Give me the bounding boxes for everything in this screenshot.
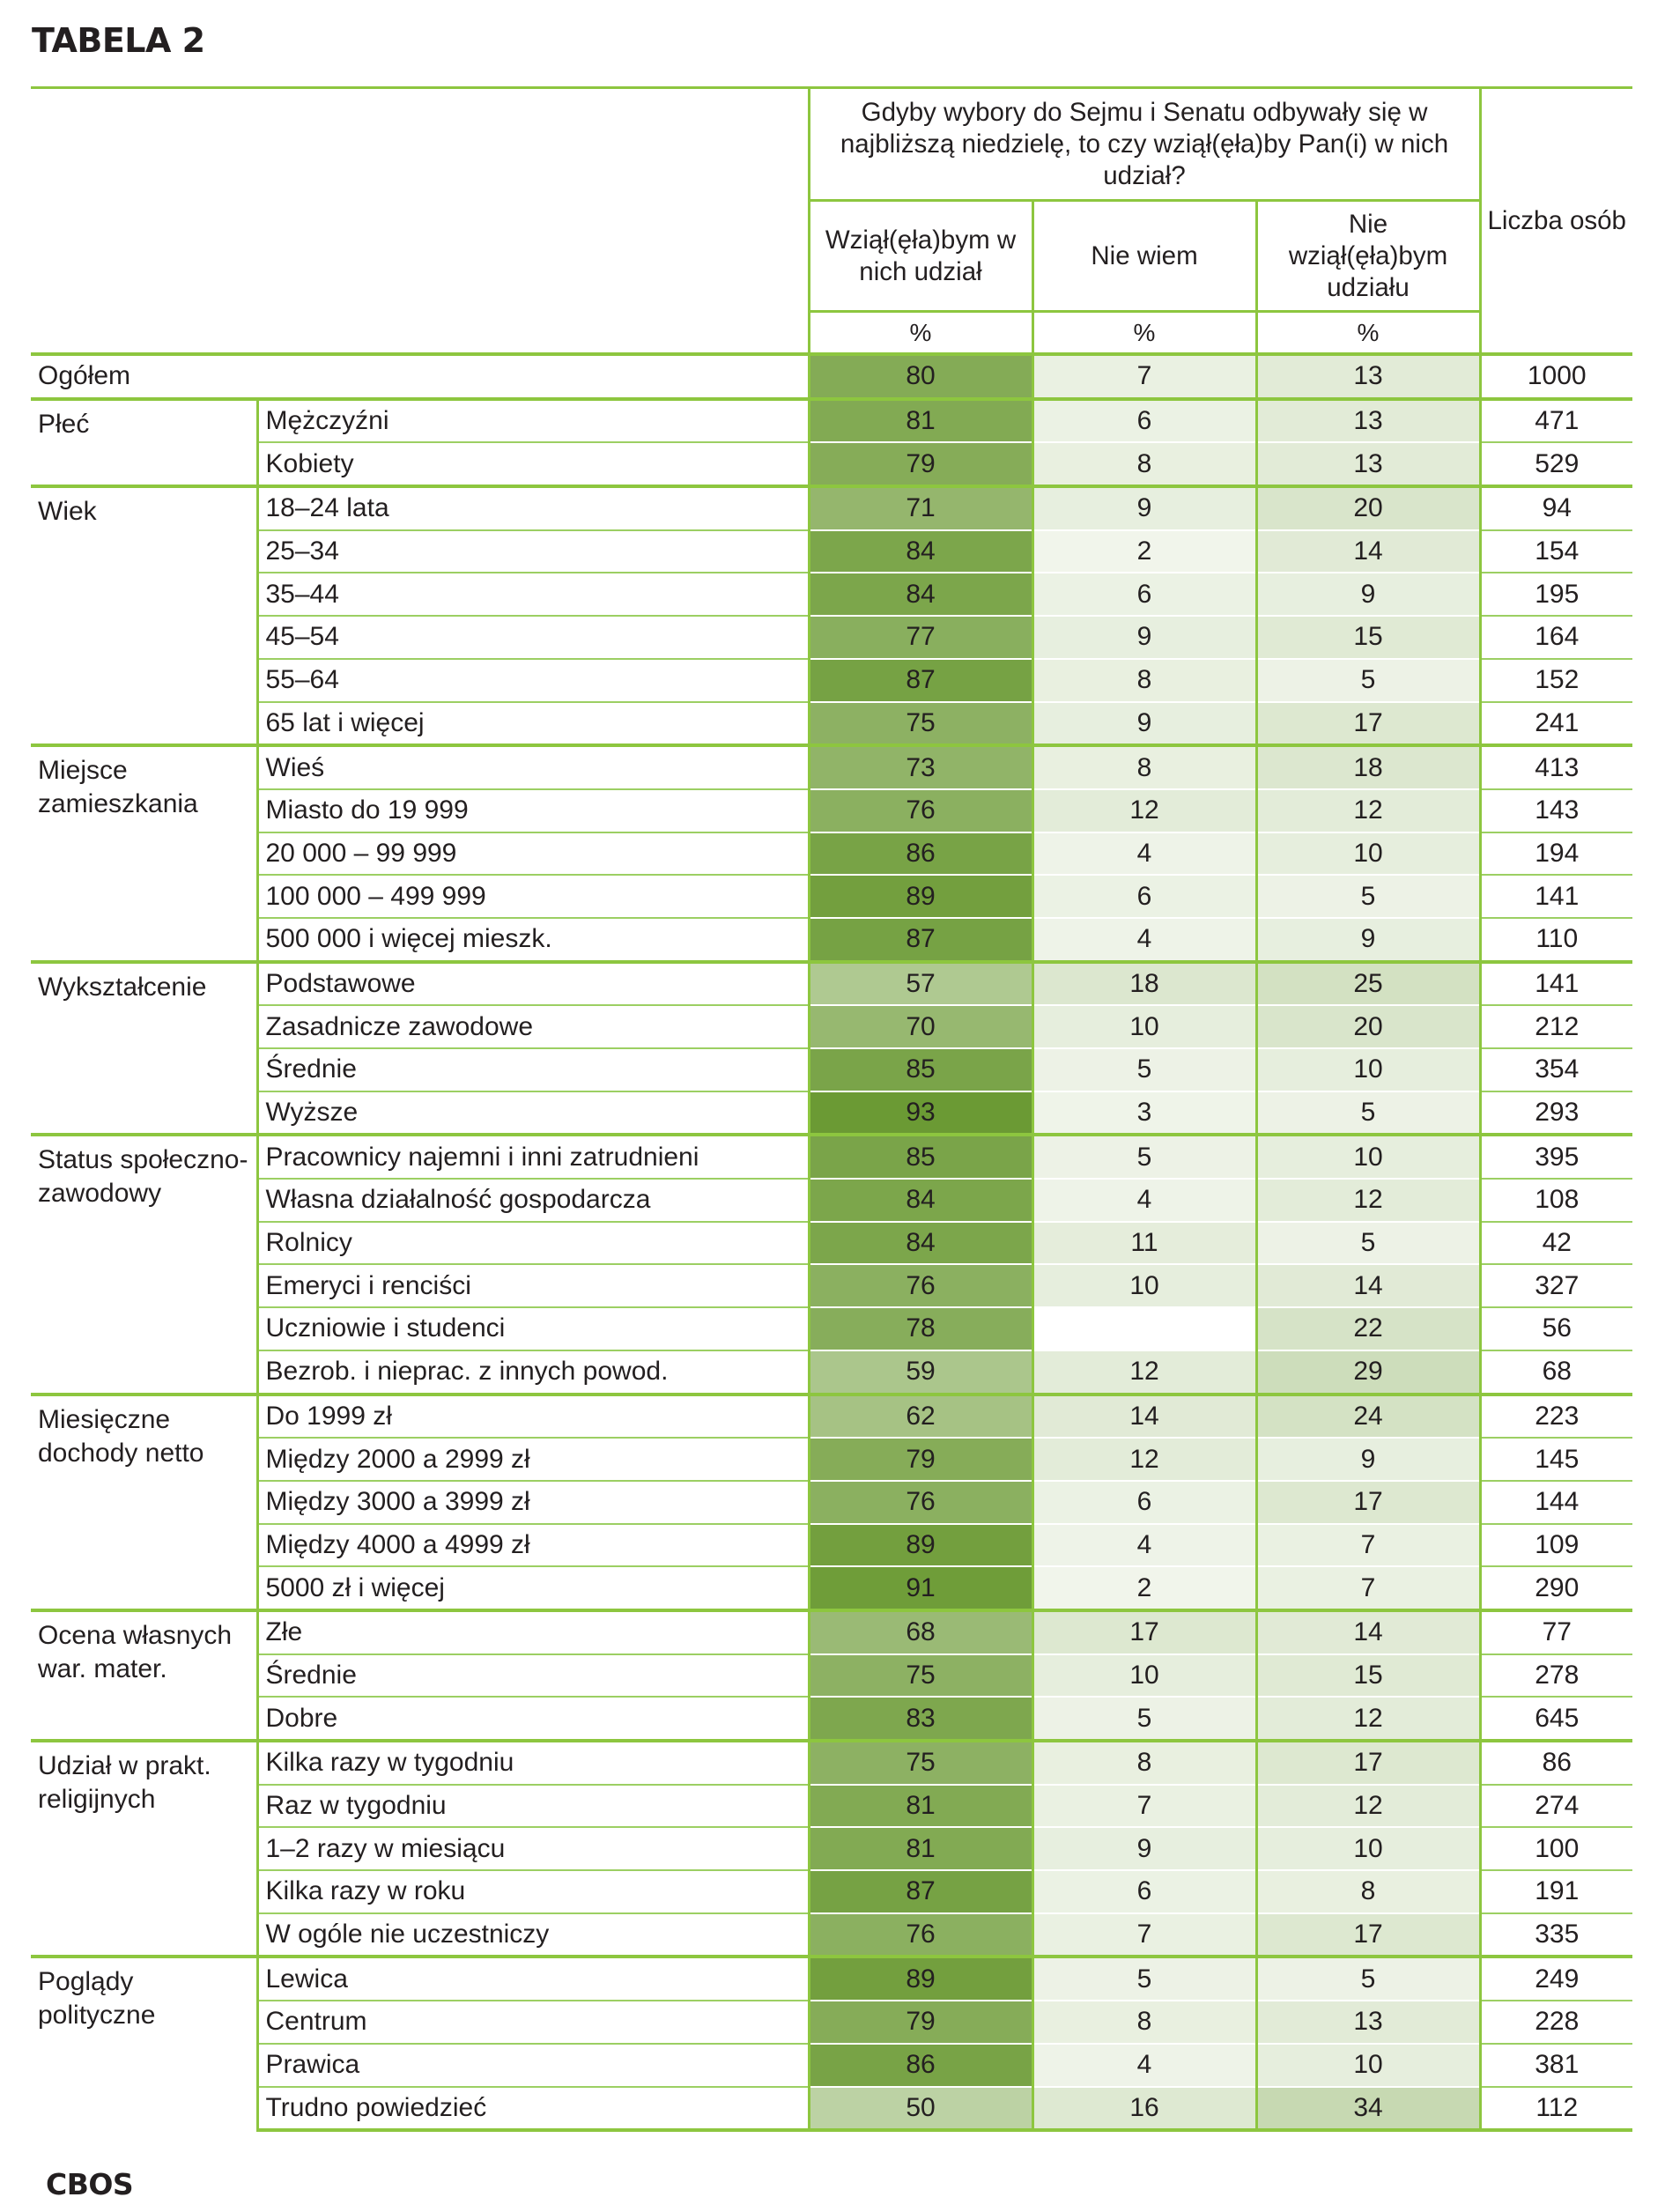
- row-label: Między 4000 a 4999 zł: [257, 1524, 809, 1567]
- row-label: Do 1999 zł: [257, 1395, 809, 1439]
- value-dont-know: 2: [1032, 1566, 1256, 1610]
- value-yes: 81: [809, 1785, 1032, 1828]
- value-yes: 75: [809, 702, 1032, 746]
- value-yes: 84: [809, 1179, 1032, 1222]
- row-label: 45–54: [257, 616, 809, 659]
- value-dont-know: 14: [1032, 1395, 1256, 1439]
- respondent-count: 141: [1480, 875, 1632, 918]
- value-dont-know: 9: [1032, 616, 1256, 659]
- respondent-count: 395: [1480, 1135, 1632, 1179]
- row-label: Miasto do 19 999: [257, 789, 809, 832]
- value-yes: 75: [809, 1741, 1032, 1785]
- group-label: Ocena własnych war. mater.: [31, 1610, 257, 1741]
- value-yes: 81: [809, 1827, 1032, 1870]
- column-header-no: Nie wziął(ęła)bym udziału: [1256, 201, 1480, 312]
- table-row: [31, 399, 1632, 443]
- value-yes: 76: [809, 1913, 1032, 1957]
- row-label: Trudno powiedzieć: [257, 2087, 809, 2131]
- value-dont-know: 7: [1032, 354, 1256, 399]
- respondent-count: 274: [1480, 1785, 1632, 1828]
- respondent-count: 56: [1480, 1307, 1632, 1350]
- row-label: Własna działalność gospodarcza: [257, 1179, 809, 1222]
- value-yes: 84: [809, 530, 1032, 573]
- group-label: Udział w prakt. religijnych: [31, 1741, 257, 1957]
- table-row: [31, 1438, 1632, 1481]
- value-no: 9: [1256, 918, 1480, 962]
- row-label: Między 2000 a 2999 zł: [257, 1438, 809, 1481]
- value-yes: 85: [809, 1048, 1032, 1091]
- value-yes: 70: [809, 1005, 1032, 1048]
- group-label: Poglądy polityczne: [31, 1957, 257, 2130]
- value-no: 5: [1256, 1091, 1480, 1136]
- table-row: [31, 1827, 1632, 1870]
- value-yes: 75: [809, 1654, 1032, 1698]
- table-row: [31, 832, 1632, 876]
- value-no: 12: [1256, 1785, 1480, 1828]
- value-no: 5: [1256, 659, 1480, 702]
- value-no: 18: [1256, 745, 1480, 789]
- value-dont-know: 8: [1032, 745, 1256, 789]
- respondent-count: 249: [1480, 1957, 1632, 2001]
- value-no: 10: [1256, 1048, 1480, 1091]
- value-dont-know: 8: [1032, 659, 1256, 702]
- value-dont-know: 6: [1032, 1870, 1256, 1913]
- row-label: Bezrob. i nieprac. z innych powod.: [257, 1350, 809, 1395]
- group-label: Miejsce zamieszkania: [31, 745, 257, 961]
- table-row: [31, 1610, 1632, 1654]
- respondent-count: 42: [1480, 1222, 1632, 1265]
- value-dont-know: 4: [1032, 2044, 1256, 2087]
- value-yes: 83: [809, 1697, 1032, 1741]
- respondent-count: 529: [1480, 442, 1632, 486]
- row-label: Rolnicy: [257, 1222, 809, 1265]
- row-label: 5000 zł i więcej: [257, 1566, 809, 1610]
- value-dont-know: 6: [1032, 399, 1256, 443]
- value-no: 10: [1256, 1827, 1480, 1870]
- value-yes: 76: [809, 1481, 1032, 1524]
- respondent-count: 191: [1480, 1870, 1632, 1913]
- table-row: [31, 573, 1632, 616]
- value-dont-know: [1032, 1307, 1256, 1350]
- table-row: [31, 1350, 1632, 1395]
- row-label: 35–44: [257, 573, 809, 616]
- value-dont-know: 5: [1032, 1697, 1256, 1741]
- value-dont-know: 6: [1032, 573, 1256, 616]
- group-label: Miesięczne dochody netto: [31, 1395, 257, 1610]
- table-row: [31, 1697, 1632, 1741]
- row-label: Wieś: [257, 745, 809, 789]
- row-label: Kobiety: [257, 442, 809, 486]
- respondent-count: 195: [1480, 573, 1632, 616]
- value-dont-know: 18: [1032, 962, 1256, 1006]
- value-dont-know: 9: [1032, 702, 1256, 746]
- respondent-count: 241: [1480, 702, 1632, 746]
- respondent-count: 335: [1480, 1913, 1632, 1957]
- value-dont-know: 12: [1032, 1350, 1256, 1395]
- value-no: 14: [1256, 1610, 1480, 1654]
- row-label: Mężczyźni: [257, 399, 809, 443]
- row-label: Kilka razy w tygodniu: [257, 1741, 809, 1785]
- source-label: CBOS: [46, 2167, 134, 2201]
- value-dont-know: 7: [1032, 1785, 1256, 1828]
- value-no: 29: [1256, 1350, 1480, 1395]
- value-dont-know: 5: [1032, 1957, 1256, 2001]
- respondent-count: 194: [1480, 832, 1632, 876]
- table-row: [31, 962, 1632, 1006]
- table-row: [31, 702, 1632, 746]
- value-no: 17: [1256, 1913, 1480, 1957]
- table-row: [31, 875, 1632, 918]
- value-dont-know: 10: [1032, 1654, 1256, 1698]
- value-yes: 76: [809, 789, 1032, 832]
- respondent-count: 354: [1480, 1048, 1632, 1091]
- row-label: Średnie: [257, 1048, 809, 1091]
- unit-label: %: [809, 312, 1032, 355]
- value-dont-know: 6: [1032, 875, 1256, 918]
- table-row: [31, 2044, 1632, 2087]
- table-row: [31, 354, 1632, 399]
- table-row: [31, 1091, 1632, 1136]
- row-label: Między 3000 a 3999 zł: [257, 1481, 809, 1524]
- respondent-count: 110: [1480, 918, 1632, 962]
- value-yes: 87: [809, 659, 1032, 702]
- table-row: [31, 1566, 1632, 1610]
- value-yes: 71: [809, 486, 1032, 530]
- unit-label: %: [1256, 312, 1480, 355]
- value-dont-know: 17: [1032, 1610, 1256, 1654]
- table-row: [31, 1307, 1632, 1350]
- value-yes: 80: [809, 354, 1032, 399]
- value-dont-know: 5: [1032, 1048, 1256, 1091]
- respondent-count: 68: [1480, 1350, 1632, 1395]
- value-no: 9: [1256, 573, 1480, 616]
- respondent-count: 77: [1480, 1610, 1632, 1654]
- value-no: 12: [1256, 1697, 1480, 1741]
- value-no: 13: [1256, 2001, 1480, 2044]
- value-yes: 89: [809, 1524, 1032, 1567]
- row-label: 100 000 – 499 999: [257, 875, 809, 918]
- row-label: 1–2 razy w miesiącu: [257, 1827, 809, 1870]
- row-label: Emeryci i renciści: [257, 1264, 809, 1307]
- value-yes: 79: [809, 1438, 1032, 1481]
- value-no: 13: [1256, 354, 1480, 399]
- table-row: [31, 659, 1632, 702]
- row-label: 65 lat i więcej: [257, 702, 809, 746]
- value-dont-know: 9: [1032, 486, 1256, 530]
- value-dont-know: 12: [1032, 1438, 1256, 1481]
- value-no: 9: [1256, 1438, 1480, 1481]
- row-label: 25–34: [257, 530, 809, 573]
- row-label: Średnie: [257, 1654, 809, 1698]
- respondent-count: 145: [1480, 1438, 1632, 1481]
- table-row: [31, 1048, 1632, 1091]
- table-row: [31, 616, 1632, 659]
- value-yes: 50: [809, 2087, 1032, 2131]
- value-yes: 87: [809, 1870, 1032, 1913]
- count-header: Liczba osób: [1480, 88, 1632, 355]
- respondent-count: 141: [1480, 962, 1632, 1006]
- respondent-count: 143: [1480, 789, 1632, 832]
- row-label: Złe: [257, 1610, 809, 1654]
- value-no: 25: [1256, 962, 1480, 1006]
- value-no: 13: [1256, 442, 1480, 486]
- value-dont-know: 7: [1032, 1913, 1256, 1957]
- value-no: 10: [1256, 832, 1480, 876]
- respondent-count: 94: [1480, 486, 1632, 530]
- value-yes: 73: [809, 745, 1032, 789]
- value-yes: 89: [809, 875, 1032, 918]
- row-label: Wyższe: [257, 1091, 809, 1136]
- row-label: Zasadnicze zawodowe: [257, 1005, 809, 1048]
- table-row: [31, 1957, 1632, 2001]
- value-yes: 79: [809, 442, 1032, 486]
- row-label: Uczniowie i studenci: [257, 1307, 809, 1350]
- value-no: 5: [1256, 1222, 1480, 1265]
- value-no: 20: [1256, 1005, 1480, 1048]
- value-dont-know: 10: [1032, 1264, 1256, 1307]
- value-dont-know: 12: [1032, 789, 1256, 832]
- table-row: [31, 1481, 1632, 1524]
- respondent-count: 144: [1480, 1481, 1632, 1524]
- table-row: [31, 1654, 1632, 1698]
- respondent-count: 223: [1480, 1395, 1632, 1439]
- respondent-count: 86: [1480, 1741, 1632, 1785]
- table-row: [31, 1179, 1632, 1222]
- value-no: 7: [1256, 1524, 1480, 1567]
- respondent-count: 108: [1480, 1179, 1632, 1222]
- row-label: Podstawowe: [257, 962, 809, 1006]
- respondent-count: 100: [1480, 1827, 1632, 1870]
- value-dont-know: 4: [1032, 1524, 1256, 1567]
- respondent-count: 109: [1480, 1524, 1632, 1567]
- header-empty-cell: [31, 88, 809, 355]
- respondent-count: 164: [1480, 616, 1632, 659]
- value-dont-know: 8: [1032, 442, 1256, 486]
- value-no: 17: [1256, 1741, 1480, 1785]
- value-dont-know: 10: [1032, 1005, 1256, 1048]
- respondent-count: 278: [1480, 1654, 1632, 1698]
- table-row: [31, 1870, 1632, 1913]
- table-row: [31, 486, 1632, 530]
- value-dont-know: 11: [1032, 1222, 1256, 1265]
- respondent-count: 228: [1480, 2001, 1632, 2044]
- table-row: [31, 1913, 1632, 1957]
- respondent-count: 471: [1480, 399, 1632, 443]
- value-dont-know: 8: [1032, 2001, 1256, 2044]
- value-yes: 84: [809, 573, 1032, 616]
- table-row: [31, 442, 1632, 486]
- value-no: 7: [1256, 1566, 1480, 1610]
- table-row: [31, 2087, 1632, 2131]
- value-yes: 79: [809, 2001, 1032, 2044]
- respondent-count: 290: [1480, 1566, 1632, 1610]
- value-yes: 91: [809, 1566, 1032, 1610]
- column-header-dont-know: Nie wiem: [1032, 201, 1256, 312]
- value-no: 5: [1256, 1957, 1480, 2001]
- respondent-count: 381: [1480, 2044, 1632, 2087]
- table-title: TABELA 2: [32, 21, 205, 60]
- table-row: [31, 1135, 1632, 1179]
- value-no: 10: [1256, 2044, 1480, 2087]
- value-yes: 89: [809, 1957, 1032, 2001]
- table-row: [31, 1395, 1632, 1439]
- group-label: Status społeczno- zawodowy: [31, 1135, 257, 1394]
- row-label: Ogółem: [31, 354, 809, 399]
- row-label: 500 000 i więcej mieszk.: [257, 918, 809, 962]
- row-label: 55–64: [257, 659, 809, 702]
- row-label: Centrum: [257, 2001, 809, 2044]
- row-label: 20 000 – 99 999: [257, 832, 809, 876]
- value-no: 14: [1256, 1264, 1480, 1307]
- value-yes: 86: [809, 2044, 1032, 2087]
- value-dont-know: 4: [1032, 1179, 1256, 1222]
- value-no: 15: [1256, 1654, 1480, 1698]
- row-label: Raz w tygodniu: [257, 1785, 809, 1828]
- value-dont-know: 3: [1032, 1091, 1256, 1136]
- table-row: [31, 1741, 1632, 1785]
- value-dont-know: 4: [1032, 918, 1256, 962]
- table-row: [31, 1264, 1632, 1307]
- value-no: 22: [1256, 1307, 1480, 1350]
- value-no: 8: [1256, 1870, 1480, 1913]
- unit-label: %: [1032, 312, 1256, 355]
- row-label: Dobre: [257, 1697, 809, 1741]
- respondent-count: 413: [1480, 745, 1632, 789]
- table-row: [31, 1222, 1632, 1265]
- respondent-count: 112: [1480, 2087, 1632, 2131]
- row-label: Lewica: [257, 1957, 809, 2001]
- respondent-count: 327: [1480, 1264, 1632, 1307]
- value-no: 10: [1256, 1135, 1480, 1179]
- value-yes: 78: [809, 1307, 1032, 1350]
- value-no: 17: [1256, 702, 1480, 746]
- value-yes: 76: [809, 1264, 1032, 1307]
- value-yes: 81: [809, 399, 1032, 443]
- respondent-count: 293: [1480, 1091, 1632, 1136]
- respondent-count: 152: [1480, 659, 1632, 702]
- value-yes: 84: [809, 1222, 1032, 1265]
- results-table: [31, 86, 1632, 2132]
- value-yes: 85: [809, 1135, 1032, 1179]
- value-dont-know: 8: [1032, 1741, 1256, 1785]
- value-dont-know: 16: [1032, 2087, 1256, 2131]
- value-yes: 62: [809, 1395, 1032, 1439]
- value-dont-know: 2: [1032, 530, 1256, 573]
- value-no: 20: [1256, 486, 1480, 530]
- value-no: 24: [1256, 1395, 1480, 1439]
- value-no: 13: [1256, 399, 1480, 443]
- table-body: [31, 354, 1632, 2130]
- group-label: Wiek: [31, 486, 257, 745]
- value-yes: 57: [809, 962, 1032, 1006]
- respondent-count: 1000: [1480, 354, 1632, 399]
- value-yes: 77: [809, 616, 1032, 659]
- table-row: [31, 1524, 1632, 1567]
- value-no: 12: [1256, 789, 1480, 832]
- row-label: 18–24 lata: [257, 486, 809, 530]
- value-dont-know: 4: [1032, 832, 1256, 876]
- row-label: Pracownicy najemni i inni zatrudnieni: [257, 1135, 809, 1179]
- column-header-yes: Wziął(ęła)bym w nich udział: [809, 201, 1032, 312]
- value-no: 5: [1256, 875, 1480, 918]
- value-dont-know: 6: [1032, 1481, 1256, 1524]
- group-label: Wykształcenie: [31, 962, 257, 1136]
- table-row: [31, 1005, 1632, 1048]
- table-row: [31, 789, 1632, 832]
- value-no: 12: [1256, 1179, 1480, 1222]
- value-no: 34: [1256, 2087, 1480, 2131]
- table-row: [31, 745, 1632, 789]
- row-label: W ogóle nie uczestniczy: [257, 1913, 809, 1957]
- value-yes: 87: [809, 918, 1032, 962]
- value-yes: 86: [809, 832, 1032, 876]
- row-label: Prawica: [257, 2044, 809, 2087]
- value-no: 17: [1256, 1481, 1480, 1524]
- value-yes: 93: [809, 1091, 1032, 1136]
- value-dont-know: 9: [1032, 1827, 1256, 1870]
- respondent-count: 212: [1480, 1005, 1632, 1048]
- respondent-count: 154: [1480, 530, 1632, 573]
- table-row: [31, 2001, 1632, 2044]
- value-yes: 59: [809, 1350, 1032, 1395]
- value-no: 14: [1256, 530, 1480, 573]
- value-no: 15: [1256, 616, 1480, 659]
- group-label: Płeć: [31, 399, 257, 486]
- table-row: [31, 530, 1632, 573]
- value-yes: 68: [809, 1610, 1032, 1654]
- question-header: Gdyby wybory do Sejmu i Senatu odbywały się w najbliższą niedzielę, to czy wziął(ęła)by Pan(i) w nich udział?: [809, 88, 1480, 201]
- table-row: [31, 918, 1632, 962]
- value-dont-know: 5: [1032, 1135, 1256, 1179]
- respondent-count: 645: [1480, 1697, 1632, 1741]
- row-label: Kilka razy w roku: [257, 1870, 809, 1913]
- table-row: [31, 1785, 1632, 1828]
